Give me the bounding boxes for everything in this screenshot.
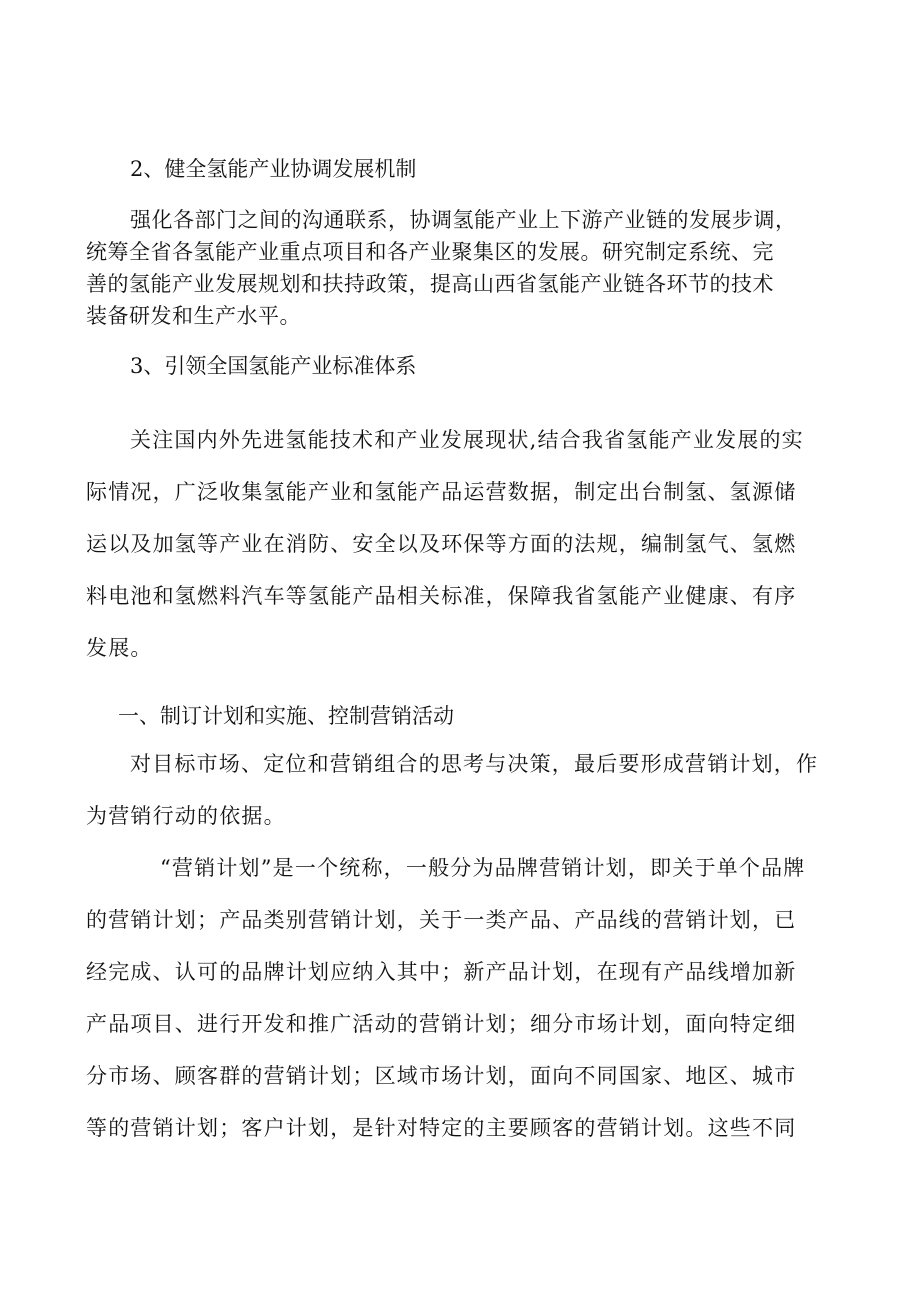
paragraph-line: 为营销行动的依据。 (86, 804, 286, 828)
paragraph-line: 运以及加氢等产业在消防、安全以及环保等方面的法规，编制氢气、氢燃 (86, 532, 797, 556)
paragraph-line: 关注国内外先进氢能技术和产业发展现状,结合我省氢能产业发展的实 (130, 428, 804, 452)
paragraph-line: 等的营销计划；客户计划，是针对特定的主要顾客的营销计划。这些不同 (86, 1116, 797, 1140)
paragraph-line: 产品项目、进行开发和推广活动的营销计划；细分市场计划，面向特定细 (86, 1012, 797, 1036)
paragraph-line: 分市场、顾客群的营销计划；区域市场计划，面向不同国家、地区、城市 (86, 1064, 797, 1088)
paragraph-line: 际情况，广泛收集氢能产业和氢能产品运营数据，制定出台制氢、氢源储 (86, 480, 797, 504)
paragraph-line: 统筹全省各氢能产业重点项目和各产业聚集区的发展。研究制定系统、完 (86, 240, 774, 264)
paragraph-line: 对目标市场、定位和营销组合的思考与决策，最后要形成营销计划，作 (130, 752, 819, 776)
paragraph-line: 善的氢能产业发展规划和扶持政策，提高山西省氢能产业链各环节的技术 (86, 272, 774, 296)
section-heading-3: 3、引领全国氢能产业标准体系 (130, 354, 417, 378)
section-heading-one: 一、制订计划和实施、控制营销活动 (118, 704, 454, 728)
paragraph-line: 的营销计划；产品类别营销计划，关于一类产品、产品线的营销计划，已 (86, 908, 797, 932)
paragraph-line: “营销计划”是一个统称，一般分为品牌营销计划，即关于单个品牌 (160, 856, 806, 880)
paragraph-line: 料电池和氢燃料汽车等氢能产品相关标准，保障我省氢能产业健康、有序 (86, 584, 797, 608)
paragraph-line: 发展。 (86, 636, 153, 660)
paragraph-line: 经完成、认可的品牌计划应纳入其中；新产品计划，在现有产品线增加新 (86, 960, 797, 984)
paragraph-line: 强化各部门之间的沟通联系，协调氢能产业上下游产业链的发展步调， (130, 208, 797, 232)
paragraph-line: 装备研发和生产水平。 (86, 304, 301, 328)
section-heading-2: 2、健全氢能产业协调发展机制 (130, 157, 417, 181)
